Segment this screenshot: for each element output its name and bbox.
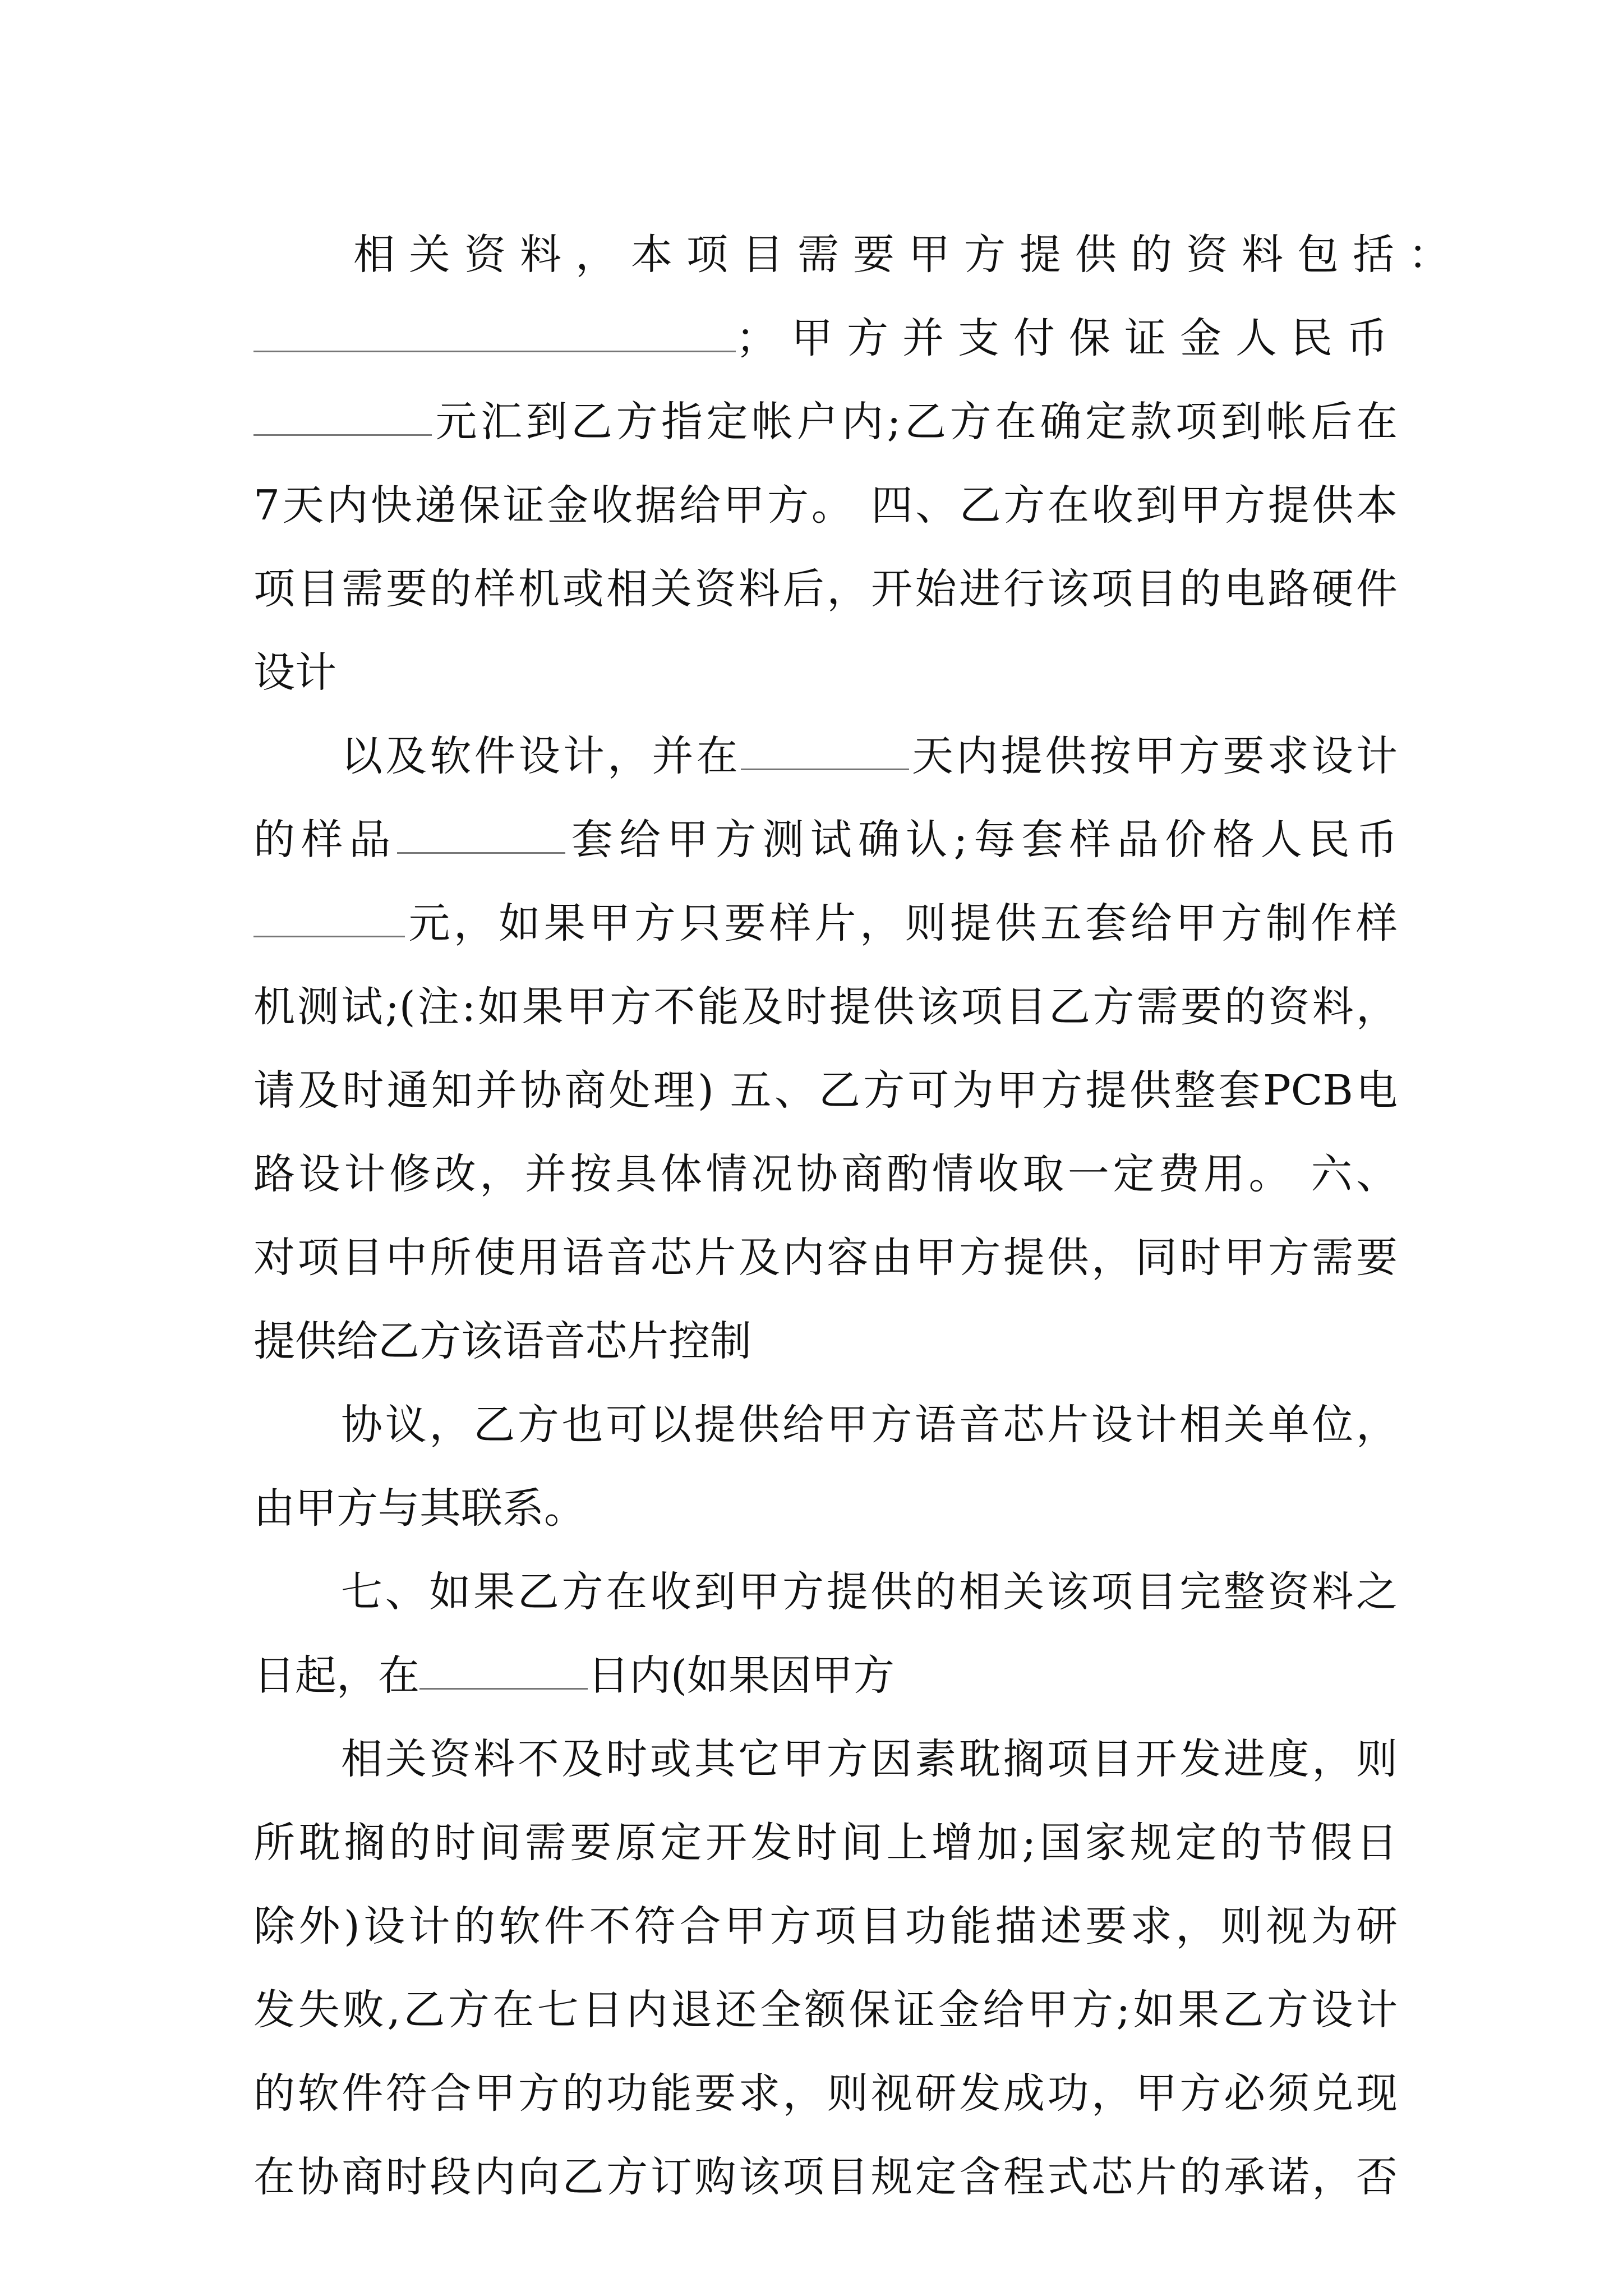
paragraph-3 xyxy=(253,1383,1398,1550)
fill-in-blank-deposit-amount xyxy=(253,399,432,436)
document-body xyxy=(253,213,1464,2219)
text-line: 协议，乙方也可以提供给甲方语音芯片设计相关单位， xyxy=(341,1401,1398,1449)
text-line: 所耽搁的时间需要原定开发时间上增加;国家规定的节假日 xyxy=(253,1819,1398,1867)
text-segment: 的样品 xyxy=(253,816,397,864)
text-line: 路设计修改，并按具体情况协商酌情收取一定费用。 六、 xyxy=(253,1150,1398,1198)
text-segment: 日起，在 xyxy=(253,1651,419,1700)
text-segment: 天内提供按甲方要求设计 xyxy=(909,732,1398,780)
text-line: 相关资料，本项目需要甲方提供的资料包括： xyxy=(353,231,1464,279)
text-line xyxy=(253,715,1398,798)
text-line: 发失败,乙方在七日内退还全额保证金给甲方;如果乙方设计 xyxy=(253,1986,1398,2034)
text-line: 提供给乙方该语音芯片控制 xyxy=(253,1317,751,1365)
text-segment: ；甲方并支付保证金人民币 xyxy=(736,314,1402,362)
paragraph-2 xyxy=(253,715,1398,1383)
text-line: 项目需要的样机或相关资料后，开始进行该项目的电路硬件 xyxy=(253,565,1398,613)
paragraph-1 xyxy=(253,213,1464,715)
text-line: 设计 xyxy=(253,648,336,697)
paragraph-4 xyxy=(253,1550,1398,1718)
text-segment: 元汇到乙方指定帐户内;乙方在确定款项到帐后在 xyxy=(432,398,1398,446)
fill-in-blank-sample-price xyxy=(253,901,405,937)
text-line: 由甲方与其联系。 xyxy=(253,1484,585,1533)
text-line: 七、如果乙方在收到甲方提供的相关该项目完整资料之 xyxy=(341,1568,1398,1616)
text-line: 在协商时段内向乙方订购该项目规定含程式芯片的承诺，否 xyxy=(253,2153,1398,2201)
text-segment: 以及软件设计，并在 xyxy=(341,732,741,780)
text-line xyxy=(253,1634,1398,1718)
text-segment: 日内(如果因甲方 xyxy=(588,1651,895,1700)
text-line: 7天内快递保证金收据给甲方。 四、乙方在收到甲方提供本 xyxy=(253,481,1398,530)
fill-in-blank-days xyxy=(741,734,909,770)
text-line xyxy=(253,882,1398,965)
text-line: 除外)设计的软件不符合甲方项目功能描述要求，则视为研 xyxy=(253,1902,1398,1950)
text-line xyxy=(253,798,1398,882)
text-line: 机测试;(注:如果甲方不能及时提供该项目乙方需要的资料， xyxy=(253,983,1398,1031)
fill-in-blank-dev-days xyxy=(419,1653,588,1690)
fill-in-blank-materials xyxy=(253,316,736,352)
text-line xyxy=(253,380,1398,464)
text-line: 相关资料不及时或其它甲方因素耽搁项目开发进度，则 xyxy=(341,1735,1398,1783)
text-line: 请及时通知并协商处理) 五、乙方可为甲方提供整套PCB电 xyxy=(253,1066,1398,1115)
fill-in-blank-sample-sets xyxy=(397,817,565,854)
text-line xyxy=(253,297,1402,380)
paragraph-5 xyxy=(253,1718,1398,2219)
text-line: 的软件符合甲方的功能要求，则视研发成功，甲方必须兑现 xyxy=(253,2069,1398,2118)
text-line: 对项目中所使用语音芯片及内容由甲方提供，同时甲方需要 xyxy=(253,1234,1398,1282)
text-segment: 元，如果甲方只要样片，则提供五套给甲方制作样 xyxy=(405,899,1398,947)
text-segment: 套给甲方测试确认;每套样品价格人民币 xyxy=(565,816,1398,864)
